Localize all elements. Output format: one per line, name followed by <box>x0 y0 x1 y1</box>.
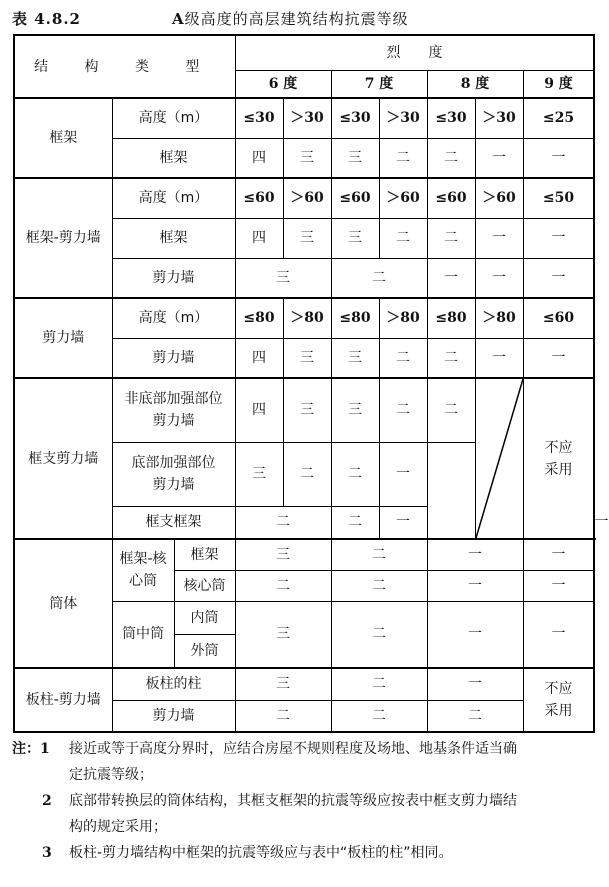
table-notes <box>12 736 594 866</box>
height-cell: ≤60 <box>523 298 594 338</box>
row-label-frame: 框架 <box>14 98 112 178</box>
sub-label: 剪力墙 <box>112 258 235 298</box>
diagonal-cell <box>475 378 523 539</box>
note-text: 底部带转换层的筒体结构，其框支框架的抗震等级应按表中框支剪力墙结 <box>69 793 517 809</box>
height-cell: ≤25 <box>523 98 594 138</box>
grade-cell: 三 <box>331 218 379 258</box>
sub-label-line: 框架-核 <box>119 551 167 568</box>
note-item <box>12 736 594 788</box>
header-degree-6: 6 度 <box>235 70 331 98</box>
note-item <box>12 840 594 866</box>
na-line: 不应 <box>544 439 573 456</box>
height-cell: ≤30 <box>235 98 283 138</box>
grade-cell: 一 <box>523 138 594 178</box>
grade-cell: 二 <box>283 442 331 506</box>
height-cell: ＞80 <box>379 298 427 338</box>
sub-label-line: 非底部加强部位 <box>124 391 223 408</box>
grade-cell: 一 <box>475 218 523 258</box>
grade-cell: 二 <box>331 668 427 700</box>
grade-cell: 二 <box>235 506 331 539</box>
sub-label: 框架 <box>112 138 235 178</box>
sub-label: 剪力墙 <box>112 338 235 378</box>
sub-label: 外筒 <box>174 634 235 668</box>
grade-cell: 一 <box>427 601 523 668</box>
diagonal-line <box>476 379 523 538</box>
sub-label-line: 底部加强部位 <box>131 455 216 471</box>
grade-cell: 二 <box>427 138 475 178</box>
na-line: 采用 <box>544 461 573 478</box>
grade-cell: 四 <box>235 138 283 178</box>
grade-cell: 二 <box>427 378 475 442</box>
grade-cell: 二 <box>379 138 427 178</box>
grade-cell: 二 <box>331 258 427 298</box>
grade-cell: 二 <box>379 218 427 258</box>
sub-label-tube-in-tube: 筒中筒 <box>112 601 174 668</box>
height-cell: ＞80 <box>283 298 331 338</box>
sub-label-line: 心筒 <box>129 573 157 590</box>
table-caption <box>12 6 592 30</box>
grade-cell: 三 <box>235 258 331 298</box>
not-applicable-cell <box>523 668 594 732</box>
grade-cell: 二 <box>331 442 379 506</box>
grade-cell: 一 <box>379 442 427 506</box>
grade-cell: 三 <box>235 601 331 668</box>
grade-cell: 二 <box>427 338 475 378</box>
title-letter: A <box>172 10 185 28</box>
height-cell: ＞30 <box>379 98 427 138</box>
header-degree-9: 9 度 <box>523 70 594 98</box>
header-degree-8: 8 度 <box>427 70 523 98</box>
grade-cell: 二 <box>427 700 523 732</box>
grade-cell: 三 <box>235 668 331 700</box>
na-line: 采用 <box>544 703 573 719</box>
table-title <box>172 8 409 29</box>
grade-cell: 二 <box>331 570 427 601</box>
sub-label: 核心筒 <box>174 570 235 601</box>
grade-cell: 一 <box>523 258 594 298</box>
grade-cell: 一 <box>475 258 523 298</box>
note-text: 接近或等于高度分界时，应结合房屋不规则程度及场地、地基条件适当确 <box>69 741 517 757</box>
height-cell: ≤80 <box>331 298 379 338</box>
row-label-frame-shear-wall: 框架-剪力墙 <box>14 178 112 298</box>
row-label-slab-column: 板柱-剪力墙 <box>14 668 112 732</box>
grade-cell: 一 <box>475 338 523 378</box>
height-cell: ≤60 <box>235 178 283 218</box>
height-cell: ＞80 <box>475 298 523 338</box>
grade-cell: 四 <box>235 218 283 258</box>
title-text: 级高度的高层建筑结构抗震等级 <box>184 10 409 28</box>
grade-cell: 三 <box>331 378 379 442</box>
grade-cell: 二 <box>331 601 427 668</box>
seismic-grade-table: 结 构 类 型 烈 度 6 度 7 度 8 度 9 度 框架 高度（m） ≤30 ＞30 ≤30 ＞30 ≤30 ＞30 ≤25 框架 四 三 三 二 二 一 一 框架-剪力墙 高度（m） ≤60 ＞60 ≤60 ＞60 ≤60 ＞60 ≤50 框架 四 三 三 二 二 一 一 剪力墙 三 二 一 一 一 剪力墙 高度（m） ≤80 ＞80 ≤80 ＞80 ≤80 ＞80 ≤60 剪力墙 四 三 三 二 二 一 一 框支剪力墙 非底部加强部位 剪力墙 四 三 三 二 二 不应 采用 底部加强部位 剪力墙 三 二 二 一 框支框架 二 二 一 一 筒体 框架-核 心筒 框架 三 二 一 一 核心筒 二 二 一 一 筒中筒 内筒 三 二 一 一 外筒 板柱-剪力墙 板柱的柱 三 二 一 不应 采用 剪力墙 二 二 二 <box>13 34 595 733</box>
header-degree-7: 7 度 <box>331 70 427 98</box>
height-cell: ≤30 <box>331 98 379 138</box>
sub-label-line: 剪力墙 <box>152 477 195 493</box>
grade-cell: 一 <box>475 138 523 178</box>
grade-cell: 一 <box>427 668 523 700</box>
na-line: 不应 <box>544 681 573 697</box>
height-cell: ＞60 <box>283 178 331 218</box>
height-cell: ≤80 <box>235 298 283 338</box>
note-text: 板柱-剪力墙结构中框架的抗震等级应与表中“板柱的柱”相同。 <box>69 845 453 861</box>
sub-label-base <box>112 442 235 506</box>
sub-label: 剪力墙 <box>112 700 235 732</box>
grade-cell: 二 <box>379 338 427 378</box>
note-text: 构的规定采用； <box>69 819 167 835</box>
grade-cell: 一 <box>523 218 594 258</box>
grade-cell: 二 <box>331 506 379 539</box>
note-number: 2 <box>42 793 52 809</box>
grade-cell: 四 <box>235 338 283 378</box>
note-number: 1 <box>40 741 50 757</box>
grade-cell <box>427 442 475 539</box>
grade-cell: 一 <box>427 570 523 601</box>
height-cell: ≤60 <box>427 178 475 218</box>
grade-cell: 一 <box>427 258 475 298</box>
grade-cell: 三 <box>283 218 331 258</box>
sub-label: 框架 <box>174 539 235 570</box>
grade-cell: 三 <box>331 338 379 378</box>
height-cell: ＞30 <box>475 98 523 138</box>
grade-cell: 二 <box>331 700 427 732</box>
sub-label-line: 剪力墙 <box>152 413 195 430</box>
note-text: 定抗震等级； <box>69 767 153 783</box>
grade-cell: 一 <box>523 601 594 668</box>
height-cell: ≤60 <box>331 178 379 218</box>
height-cell: ＞30 <box>283 98 331 138</box>
grade-cell: 一 <box>427 539 523 570</box>
note-prefix-text: 注： <box>12 741 40 757</box>
row-label-transfer-shear-wall: 框支剪力墙 <box>14 378 112 539</box>
height-label: 高度（m） <box>112 178 235 218</box>
grade-cell: 二 <box>235 570 331 601</box>
header-structure-type: 结 构 类 型 <box>14 35 235 98</box>
grade-cell: 三 <box>331 138 379 178</box>
table-number: 表 4.8.2 <box>12 10 81 28</box>
header-intensity: 烈 度 <box>235 35 594 70</box>
height-label: 高度（m） <box>112 98 235 138</box>
note-prefix <box>12 736 50 762</box>
grade-cell: 四 <box>235 378 283 442</box>
grade-cell: 一 <box>379 506 427 539</box>
grade-cell: 三 <box>235 442 283 506</box>
height-cell: ≤80 <box>427 298 475 338</box>
grade-cell: 二 <box>427 218 475 258</box>
height-cell: ≤50 <box>523 178 594 218</box>
grade-cell: 一 <box>523 570 594 601</box>
sub-label: 内筒 <box>174 601 235 634</box>
not-applicable-cell <box>523 378 594 539</box>
note-item <box>12 788 594 840</box>
sub-label: 框支框架 <box>112 506 235 539</box>
grade-cell: 三 <box>235 539 331 570</box>
grade-cell: 二 <box>379 378 427 442</box>
row-label-tube: 筒体 <box>14 539 112 668</box>
grade-cell: 一 <box>523 539 594 570</box>
note-number: 3 <box>42 845 52 861</box>
grade-cell: 一 <box>523 338 594 378</box>
grade-cell: 三 <box>283 138 331 178</box>
sub-label: 板柱的柱 <box>112 668 235 700</box>
grade-cell: 二 <box>235 700 331 732</box>
grade-cell: 三 <box>283 378 331 442</box>
height-cell: ≤30 <box>427 98 475 138</box>
sub-label-core <box>112 539 174 601</box>
height-cell: ＞60 <box>379 178 427 218</box>
grade-cell: 三 <box>283 338 331 378</box>
row-label-shear-wall: 剪力墙 <box>14 298 112 378</box>
sub-label: 框架 <box>112 218 235 258</box>
sub-label-nonbase <box>112 378 235 442</box>
grade-cell: 二 <box>331 539 427 570</box>
height-label: 高度（m） <box>112 298 235 338</box>
height-cell: ＞60 <box>475 178 523 218</box>
